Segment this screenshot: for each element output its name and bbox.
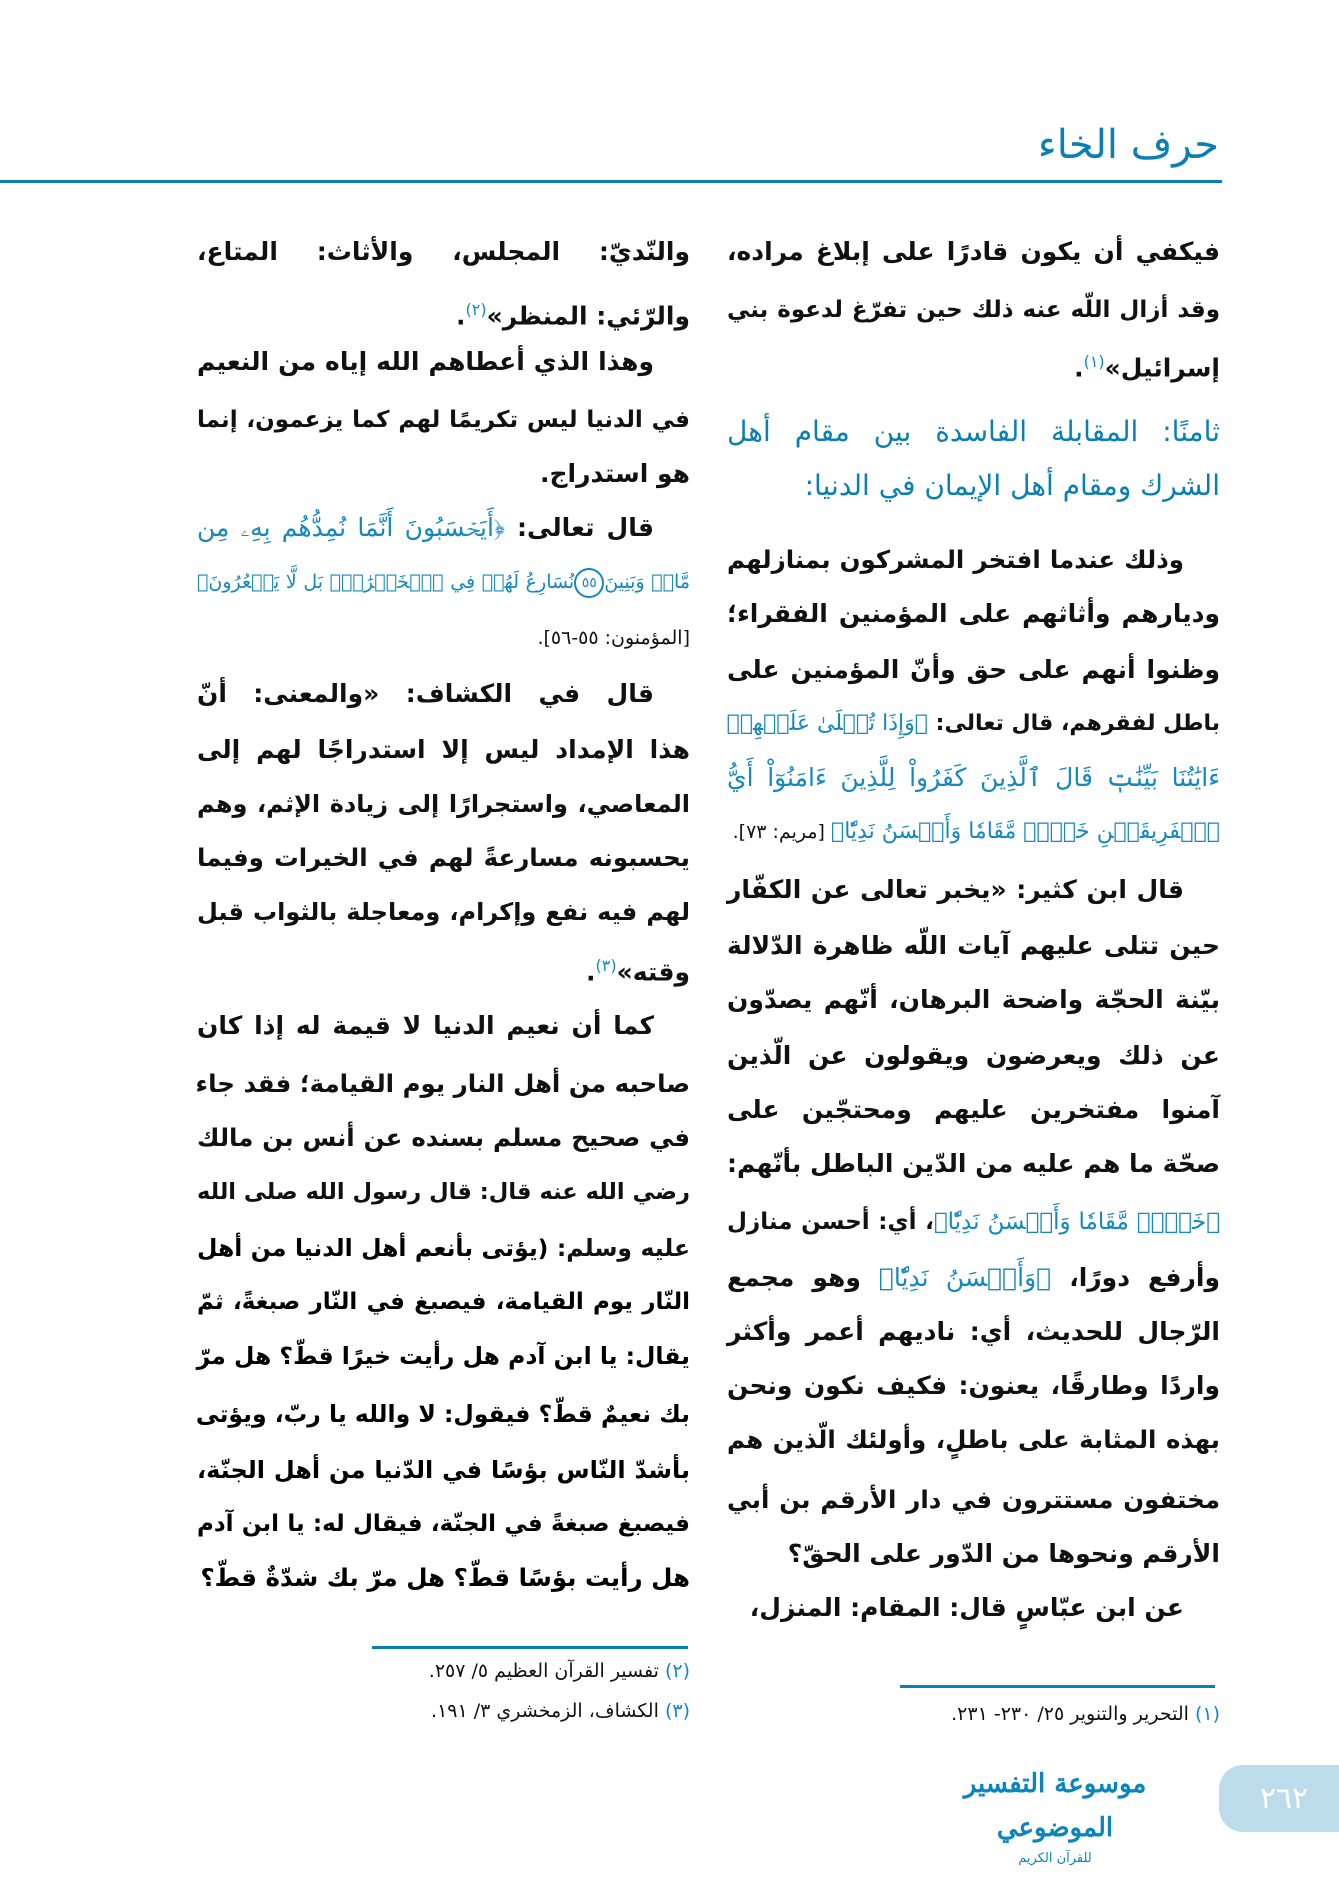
text-line [727, 812, 1220, 852]
text-segment: واردًا وطارقًا، يعنون: فكيف نكون ونحن [727, 1371, 1220, 1400]
footnote-separator-right [900, 1685, 1215, 1688]
text-segment: في صحيح مسلم بسنده عن أنس بن مالك [197, 1123, 690, 1152]
text-segment: يحسبونه مسارعةً لهم في الخيرات وفيما [197, 843, 690, 872]
text-segment: الرّجال للحديث، أي: ناديهم أعمر وأكثر [727, 1317, 1220, 1346]
footnote-2 [429, 1660, 690, 1682]
quran-verse: ﴿خَيۡرٞ مَّقَامٗا وَأَحۡسَنُ نَدِيّٗا﴾ [933, 1209, 1220, 1235]
text-line [197, 290, 690, 330]
text-line [727, 1258, 1220, 1298]
text-segment: صحّة ما هم عليه من الدّين الباطل بأنّهم: [727, 1149, 1220, 1178]
text-segment: بهذه المثابة على باطلٍ، وأولئك الّذين هم [727, 1425, 1220, 1454]
text-segment: وقته» [616, 957, 690, 987]
text-segment: وديارهم وأثاثهم على المؤمنين الفقراء؛ [727, 599, 1220, 628]
quran-verse: ٱلۡفَرِيقَيۡنِ خَيۡرٞ مَّقَامٗا وَأَحۡسَنُ نَدِيّٗا﴾ [831, 819, 1220, 844]
text-segment: في الدنيا ليس تكريمًا لهم كما يزعمون، إنما [197, 407, 690, 433]
text-line [727, 650, 1220, 690]
text-segment: عن ذلك ويعرضون ويقولون عن الّذين [727, 1041, 1220, 1070]
text-segment: . [456, 301, 466, 331]
text-line [197, 400, 690, 440]
text-segment: وهو مجمع [727, 1263, 879, 1292]
footnote-marker[interactable]: (٢) [465, 300, 487, 319]
section-heading-line [727, 412, 1220, 452]
text-segment: لهم فيه نفع وإكرام، ومعاجلة بالثواب قبل [197, 898, 690, 926]
text-line [197, 1504, 690, 1544]
text-line [727, 540, 1220, 580]
text-line [727, 704, 1220, 744]
text-segment: . [1074, 353, 1084, 383]
text-line [727, 1036, 1220, 1076]
text-line [727, 232, 1220, 272]
text-segment: مختفون مستترون في دار الأرقم بن أبي [727, 1485, 1220, 1514]
text-line [197, 1172, 690, 1212]
text-line [197, 784, 690, 824]
text-line [727, 1420, 1220, 1460]
text-segment: وقد أزال اللّه عنه ذلك حين تفرّغ لدعوة بني [727, 297, 1220, 323]
text-line [197, 232, 690, 272]
text-line [197, 616, 690, 656]
text-segment: هو استدراج. [540, 459, 690, 488]
quran-verse: نُسَارِعُ لَهُمۡ فِي ٱلۡخَيۡرَٰتِۚ بَل لَّا يَشۡعُرُونَ﴾ [197, 571, 575, 593]
verse-reference: [المؤمنون: ٥٥-٥٦]. [537, 627, 690, 649]
page-number-badge: ٢٦٢ [1219, 1765, 1339, 1832]
text-line [727, 1144, 1220, 1184]
text-segment: كما أن نعيم الدنيا لا قيمة له إذا كان [197, 1011, 654, 1040]
quran-verse: ءَايَٰتُنَا بَيِّنَٰتٖ قَالَ ٱلَّذِينَ كَفَرُواْ لِلَّذِينَ ءَامَنُوٓاْ أَيُّ [727, 763, 1220, 792]
text-line [727, 594, 1220, 634]
text-line [197, 508, 690, 548]
text-segment: آمنوا مفتخرين عليهم ومحتجّين على [727, 1095, 1220, 1124]
text-segment: وظنوا أنهم على حق وأنّ المؤمنين على [727, 655, 1220, 684]
text-segment: بيّنة الحجّة واضحة البرهان، أنّهم يصدّون [727, 985, 1220, 1014]
text-line [197, 1336, 690, 1376]
footnote-separator-left [372, 1646, 688, 1649]
text-line [727, 1312, 1220, 1352]
text-line [197, 342, 690, 382]
text-segment: حين تتلى عليهم آيات اللّه ظاهرة الدّلالة [727, 931, 1220, 960]
footnote-marker[interactable]: (٣) [595, 956, 617, 975]
text-segment: هذا الإمداد ليس إلا استدراجًا لهم إلى [197, 735, 690, 764]
text-line [197, 454, 690, 494]
text-line [197, 892, 690, 932]
hadith-text: النّار يوم القيامة، فيصبغ في النّار صبغةً، ثمّ [197, 1289, 690, 1315]
text-line [727, 926, 1220, 966]
text-segment: الشرك ومقام أهل الإيمان في الدنيا: [804, 469, 1220, 502]
text-segment: إسرائيل» [1104, 353, 1220, 383]
text-line [727, 870, 1220, 910]
footnote-text: التحرير والتنوير ٢٥/ ٢٣٠- ٢٣١. [951, 1703, 1189, 1725]
logo-subtitle: للقرآن الكريم [1018, 1851, 1092, 1866]
text-segment: باطل لفقرهم، قال تعالى: [927, 711, 1220, 736]
text-segment: قال ابن كثير: «يخبر تعالى عن الكفّار [727, 875, 1184, 904]
hadith-text: بأشدّ النّاس بؤسًا في الدّنيا من أهل الجنّة، [197, 1456, 690, 1484]
text-line [197, 946, 690, 986]
text-line [727, 1534, 1220, 1574]
text-segment: والرّئي: المنظر» [486, 301, 690, 331]
text-line [727, 980, 1220, 1020]
text-line [727, 1588, 1220, 1628]
text-segment: والنّديّ: المجلس، والأثاث: المتاع، [197, 237, 690, 266]
quran-verse: مَّالٖ وَبَنِينَ [604, 571, 691, 593]
footnote-number: (٢) [664, 1660, 690, 1682]
hadith-text: بك نعيمٌ قطّ؟ فيقول: لا والله يا ربّ، ويؤتى [195, 1400, 690, 1428]
text-segment: . [585, 957, 596, 987]
text-segment: وذلك عندما افتخر المشركون بمنازلهم [727, 545, 1184, 574]
text-line [197, 674, 690, 714]
hadith-text: (يؤتى بأنعم أهل الدنيا من أهل [197, 1234, 549, 1262]
text-segment: صاحبه من أهل النار يوم القيامة؛ فقد جاء [195, 1069, 690, 1098]
hadith-text: يقال: يا ابن آدم هل رأيت خيرًا قطّ؟ هل مرّ [196, 1342, 690, 1370]
header-rule [0, 180, 1222, 183]
ayah-number-marker: ٥٥ [574, 568, 604, 598]
text-line [197, 1450, 690, 1490]
section-heading-line [727, 466, 1220, 506]
text-segment: ، أي: أحسن منازل [727, 1209, 934, 1235]
quran-verse: ﴿وَأَحۡسَنُ نَدِيّٗا﴾ [878, 1263, 1052, 1292]
text-line [197, 562, 690, 602]
text-line [197, 838, 690, 878]
text-line [197, 1228, 690, 1268]
footnote-text: تفسير القرآن العظيم ٥/ ٢٥٧. [428, 1660, 659, 1682]
text-segment: ثامنًا: المقابلة الفاسدة بين مقام أهل [727, 415, 1220, 448]
quran-verse: ﴿أَيَحۡسَبُونَ أَنَّمَا نُمِدُّهُم بِهِۦ مِن [197, 513, 505, 542]
footnote-number: (١) [1194, 1703, 1220, 1725]
text-segment: المعاصي، واستجرارًا إلى زيادة الإثم، وهم [197, 790, 690, 818]
footnote-1 [951, 1703, 1220, 1725]
text-segment: قال تعالى: [504, 513, 654, 542]
footnote-marker[interactable]: (١) [1083, 352, 1105, 371]
text-line [727, 1202, 1220, 1242]
text-line [197, 1558, 690, 1598]
text-line [727, 290, 1220, 330]
text-segment: عليه وسلم: [548, 1234, 690, 1262]
text-segment: فيكفي أن يكون قادرًا على إبلاغ مراده، [727, 237, 1220, 266]
text-line [727, 1090, 1220, 1130]
text-line [727, 758, 1220, 798]
text-line [197, 1006, 690, 1046]
text-line [197, 1282, 690, 1322]
footnote-text: الكشاف، الزمخشري ٣/ ١٩١. [431, 1700, 659, 1722]
footnote-3 [431, 1700, 690, 1722]
text-segment: عن ابن عبّاسٍ قال: المقام: المنزل، [749, 1593, 1184, 1622]
text-segment: وأرفع دورًا، [1051, 1263, 1221, 1292]
text-line [727, 342, 1220, 382]
text-segment: وهذا الذي أعطاهم الله إياه من النعيم [197, 347, 654, 376]
text-line [197, 730, 690, 770]
text-line [727, 1480, 1220, 1520]
running-title: حرف الخاء [1037, 122, 1219, 168]
text-line [727, 1366, 1220, 1406]
text-line [197, 1064, 690, 1104]
hadith-text: هل رأيت بؤسًا قطّ؟ هل مرّ بك شدّةٌ قطّ؟ [200, 1563, 690, 1592]
hadith-text: فيصبغ صبغةً في الجنّة، فيقال له: يا ابن آدم [197, 1511, 690, 1537]
logo-title: موسوعة التفسير الموضوعي [963, 1769, 1147, 1843]
quran-verse: ﴿وَإِذَا تُتۡلَىٰ عَلَيۡهِمۡ [726, 711, 928, 736]
footnote-number: (٣) [664, 1700, 690, 1722]
text-segment: الأرقم ونحوها من الدّور على الحقّ؟ [787, 1539, 1220, 1568]
text-segment: قال في الكشاف: «والمعنى: أنّ [197, 679, 654, 708]
text-line [197, 1394, 690, 1434]
verse-reference: [مريم: ٧٣]. [732, 821, 832, 843]
text-line [197, 1118, 690, 1158]
text-segment: رضي الله عنه قال: قال رسول الله صلى الله [197, 1179, 690, 1205]
encyclopedia-logo [930, 1762, 1180, 1866]
